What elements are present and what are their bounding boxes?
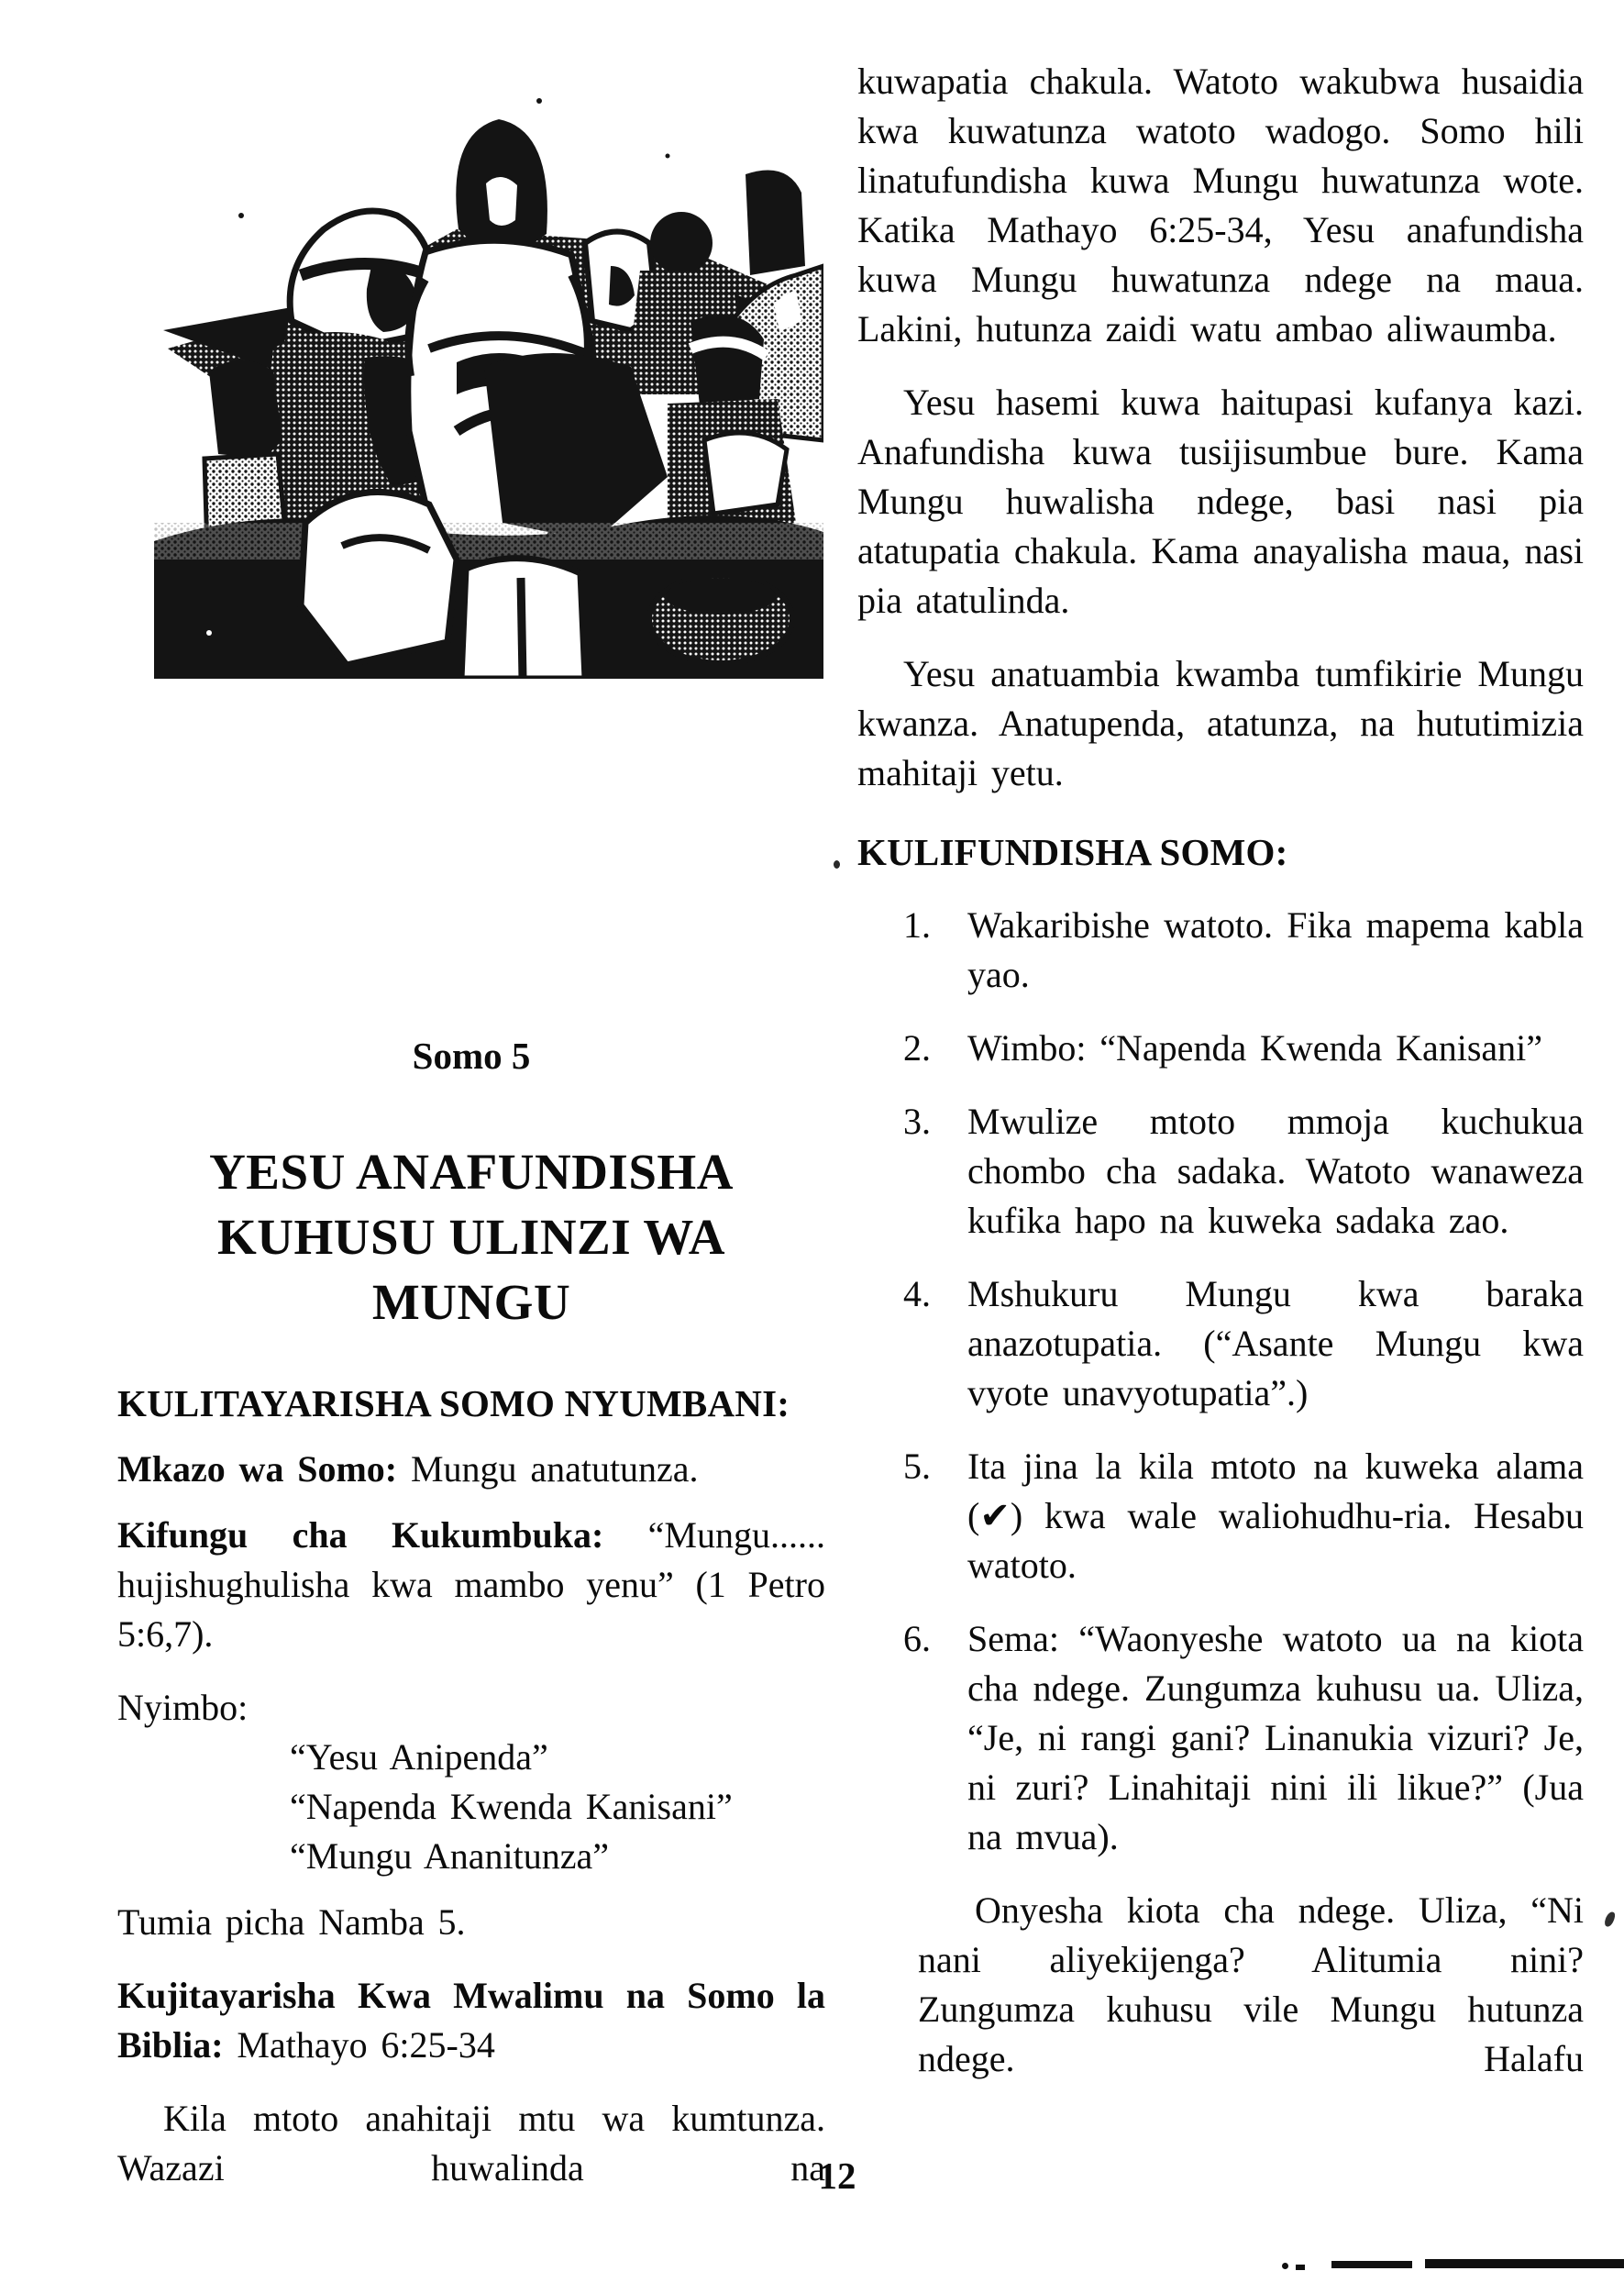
scan-artifact-bar [1425, 2259, 1624, 2268]
teaching-heading: KULIFUNDISHA SOMO: [857, 827, 1584, 877]
step-number: 4. [903, 1273, 931, 1314]
illustration-jesus-teaching-children [154, 46, 823, 679]
focus-label: Mkazo wa Somo: [117, 1448, 398, 1490]
step6-continuation: Onyesha kiota cha ndege. Uliza, “Ni nani aliyekijenga? Alitumia nini? Zungumza kuhusu vile Mungu hutunza ndege. Halafu [918, 1889, 1584, 2079]
picture-note: Tumia picha Namba 5. [117, 1901, 466, 1943]
intro-paragraph: Kila mtoto anahitaji mtu wa kumtunza. Wazazi huwalinda na [117, 2098, 825, 2188]
right-column [857, 57, 1584, 2084]
step-number: 6. [903, 1618, 931, 1659]
step-text: Sema: “Waonyeshe watoto ua na kiota cha ndege. Zungumza kuhusu ua. Uliza, “Je, ni rangi gani? Linanukia vizuri? Je, ni zuri? Linahitaji nini ili likue?” (Jua na mvua). [967, 1618, 1584, 1857]
teacher-prep-label: Kujitayarisha Kwa Mwalimu na Somo la Biblia: [117, 1975, 825, 2066]
focus-text: Mungu anatutunza. [410, 1448, 699, 1490]
paragraph: Yesu anatuambia kwamba tumfikirie Mungu kwanza. Anatupenda, atatunza, na hututimizia mahitaji yetu. [857, 653, 1584, 793]
scan-artifact-dot [1296, 2265, 1305, 2270]
song-item: “Mungu Ananitunza” [290, 1835, 610, 1877]
step-item [857, 1442, 1584, 1590]
step-text: Wimbo: “Napenda Kwenda Kanisani” [967, 1027, 1543, 1069]
step-number: 2. [903, 1027, 931, 1069]
step-number: 5. [903, 1446, 931, 1487]
lesson-title [117, 1139, 825, 1335]
step-item [857, 1097, 1584, 1246]
step-text: Mwulize mtoto mmoja kuchukua chombo cha sadaka. Watoto wanaweza kufika hapo na kuweka sadaka zao. [967, 1101, 1584, 1241]
step-text: Wakaribishe watoto. Fika mapema kabla yao. [967, 904, 1584, 995]
scan-artifact-dot [1282, 2263, 1288, 2269]
title-line-2: KUHUSU ULINZI WA [216, 1209, 726, 1265]
title-line-1: YESU ANAFUNDISHA [209, 1144, 734, 1200]
lesson-number: Somo 5 [412, 1035, 531, 1077]
focus-line [117, 1445, 825, 1494]
memory-verse-text: “Mungu...... hujishughulisha kwa mambo yenu” (1 Petro 5:6,7). [117, 1514, 825, 1655]
page-number: 12 [818, 2155, 856, 2197]
title-line-3: MUNGU [371, 1274, 571, 1330]
step-item [857, 1614, 1584, 1862]
scan-artifact-bar [1331, 2261, 1412, 2268]
step-item [857, 1024, 1584, 1073]
scan-artifact-speck [1603, 1911, 1616, 1928]
prep-heading: KULITAYARISHA SOMO NYUMBANI: [117, 1382, 790, 1424]
step-number: 3. [903, 1101, 931, 1142]
step-item [857, 901, 1584, 1000]
step-text: Ita jina la kila mtoto na kuweka alama (✔) kwa wale waliohudhu-ria. Hesabu watoto. [967, 1446, 1584, 1586]
song-list [117, 1733, 825, 1881]
paragraph: kuwapatia chakula. Watoto wakubwa husaidia kwa kuwatunza watoto wadogo. Somo hili linatufundisha kuwa Mungu huwatunza wote. Katika Mathayo 6:25-34, Yesu anafundisha kuwa Mungu huwatunza ndege na maua. Lakini, hutunza zaidi watu ambao aliwaumba. [857, 61, 1584, 349]
step-text: Mshukuru Mungu kwa baraka anazotupatia. (“Asante Mungu kwa vyote unavyotupatia”.) [967, 1273, 1584, 1413]
teacher-prep-text: Mathayo 6:25-34 [237, 2024, 495, 2066]
songs-heading: Nyimbo: [117, 1687, 249, 1728]
song-item: “Napenda Kwenda Kanisani” [290, 1786, 733, 1827]
paragraph: Yesu hasemi kuwa haitupasi kufanya kazi. Anafundisha kuwa tusijisumbue bure. Kama Mungu huwalisha ndege, basi nasi pia atatupatia chakula. Kama anayalisha maua, nasi pia atatulinda. [857, 382, 1584, 621]
memory-verse-label: Kifungu cha Kukumbuka: [117, 1514, 604, 1556]
left-column [117, 46, 825, 2193]
song-item: “Yesu Anipenda” [290, 1736, 548, 1778]
step-item [857, 1269, 1584, 1418]
teacher-prep [117, 1971, 825, 2070]
memory-verse [117, 1511, 825, 1659]
step-number: 1. [903, 904, 931, 946]
